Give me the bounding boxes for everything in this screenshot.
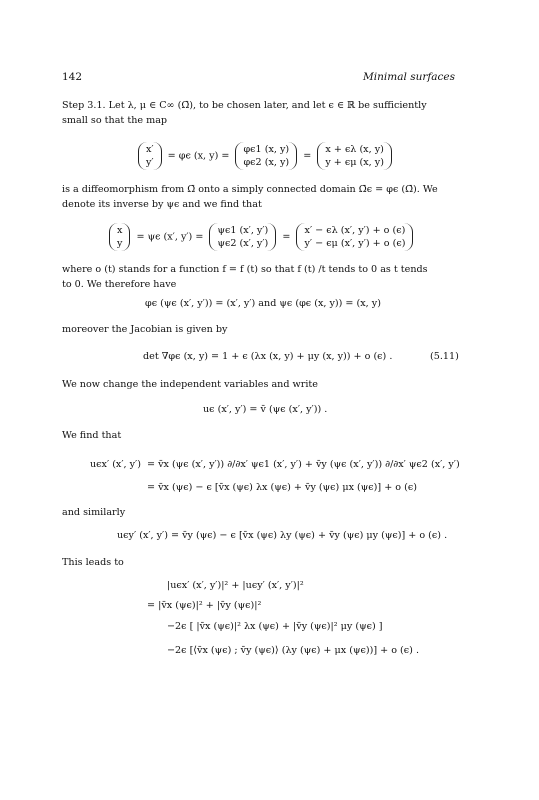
matrix-entry: y′ bbox=[146, 157, 154, 168]
equation-text: = ψϵ (x′, y′) = bbox=[136, 231, 204, 243]
text-line: is a diffeomorphism from Ω̄ onto a simply connected domain Ω̄ϵ = φϵ (Ω̄). We bbox=[62, 184, 438, 195]
equation-text: = bbox=[282, 231, 291, 243]
matrix-entry: ψϵ1 (x′, y′) bbox=[217, 225, 269, 236]
matrix-entry: φϵ2 (x, y) bbox=[243, 157, 290, 168]
equation-lead-line1: |uϵx′ (x′, y′)|² + |uϵy′ (x′, y′)|² bbox=[167, 580, 304, 591]
matrix-mid bbox=[209, 223, 276, 251]
equation-u-def: uϵ (x′, y′) = v̄ (ψϵ (x′, y′)) . bbox=[203, 404, 328, 415]
running-title: Minimal surfaces bbox=[363, 71, 455, 83]
matrix-entry: x′ bbox=[146, 144, 154, 155]
equation-compose: φϵ (ψϵ (x′, y′)) = (x′, y′) and ψϵ (φϵ (x, y)) = (x, y) bbox=[145, 298, 381, 309]
paragraph-find bbox=[62, 428, 462, 443]
text-line: moreover the Jacobian is given by bbox=[62, 324, 228, 335]
text-line: denote its inverse by ψϵ and we find that bbox=[62, 199, 262, 210]
matrix-rhs bbox=[296, 223, 413, 251]
paragraph-leads bbox=[62, 555, 462, 570]
equation-jacobian: det ∇φϵ (x, y) = 1 + ϵ (λx (x, y) + μy (x, y)) + o (ϵ) . bbox=[143, 351, 393, 362]
text-line: We find that bbox=[62, 430, 122, 441]
paragraph-where bbox=[62, 262, 462, 292]
matrix-entry: ψϵ2 (x′, y′) bbox=[217, 238, 269, 249]
equation-lead-line4: −2ϵ [⟨v̄x (ψϵ) ; v̄y (ψϵ)⟩ (λy (ψϵ) + μx (ψϵ))] + o (ϵ) . bbox=[167, 645, 420, 656]
matrix-entry: y + ϵμ (x, y) bbox=[325, 157, 384, 168]
equation-lead-line3: −2ϵ [ |v̄x (ψϵ)|² λx (ψϵ) + |v̄y (ψϵ)|² μy (ψϵ) ] bbox=[167, 621, 383, 632]
matrix-entry: φϵ1 (x, y) bbox=[243, 144, 290, 155]
text-line: We now change the independent variables and write bbox=[62, 379, 318, 390]
paragraph-moreover bbox=[62, 322, 462, 337]
text-line: and similarly bbox=[62, 507, 126, 518]
matrix-lhs bbox=[109, 223, 130, 251]
text-line: where o (t) stands for a function f = f (t) so that f (t) /t tends to 0 as t tends bbox=[62, 264, 428, 275]
page-number: 142 bbox=[62, 71, 83, 83]
equation-lead-line2: = |v̄x (ψϵ)|² + |v̄y (ψϵ)|² bbox=[147, 600, 262, 611]
paragraph-change bbox=[62, 377, 462, 392]
matrix-lhs bbox=[138, 142, 162, 170]
matrix-entry: x bbox=[117, 225, 123, 236]
equation-number: (5.11) bbox=[430, 351, 459, 362]
paragraph-step-intro bbox=[62, 98, 462, 128]
text-line: Step 3.1. Let λ, μ ∈ C∞ (Ω̄), to be chosen later, and let ϵ ∈ ℝ be sufficiently bbox=[62, 100, 427, 111]
equation-map bbox=[135, 142, 395, 170]
matrix-entry: y bbox=[117, 238, 123, 249]
matrix-entry: x′ − ϵλ (x′, y′) + o (ϵ) bbox=[304, 225, 406, 236]
equation-uy: uϵy′ (x′, y′) = v̄y (ψϵ) − ϵ [v̄x (ψϵ) λy (ψϵ) + v̄y (ψϵ) μy (ψϵ)] + o (ϵ) . bbox=[117, 530, 448, 541]
text-line: to 0. We therefore have bbox=[62, 279, 177, 290]
equation-ux-lhs: uϵx′ (x′, y′) bbox=[90, 459, 141, 470]
paragraph-similarly bbox=[62, 505, 462, 520]
equation-inverse bbox=[106, 223, 416, 251]
equation-text: = bbox=[303, 150, 312, 162]
paragraph-diffeo bbox=[62, 182, 462, 212]
equation-text: = φϵ (x, y) = bbox=[167, 150, 230, 162]
text-line: This leads to bbox=[62, 557, 124, 568]
matrix-entry: x + ϵλ (x, y) bbox=[325, 144, 384, 155]
equation-ux-line1: = v̄x (ψϵ (x′, y′)) ∂/∂x′ ψϵ1 (x′, y′) + v̄y (ψϵ (x′, y′)) ∂/∂x′ ψϵ2 (x′, y′) bbox=[147, 459, 460, 470]
matrix-entry: y′ − ϵμ (x′, y′) + o (ϵ) bbox=[304, 238, 406, 249]
matrix-mid bbox=[235, 142, 297, 170]
text-line: small so that the map bbox=[62, 115, 168, 126]
equation-ux-line2: = v̄x (ψϵ) − ϵ [v̄x (ψϵ) λx (ψϵ) + v̄y (ψϵ) μx (ψϵ)] + o (ϵ) bbox=[147, 482, 417, 493]
matrix-rhs bbox=[317, 142, 392, 170]
